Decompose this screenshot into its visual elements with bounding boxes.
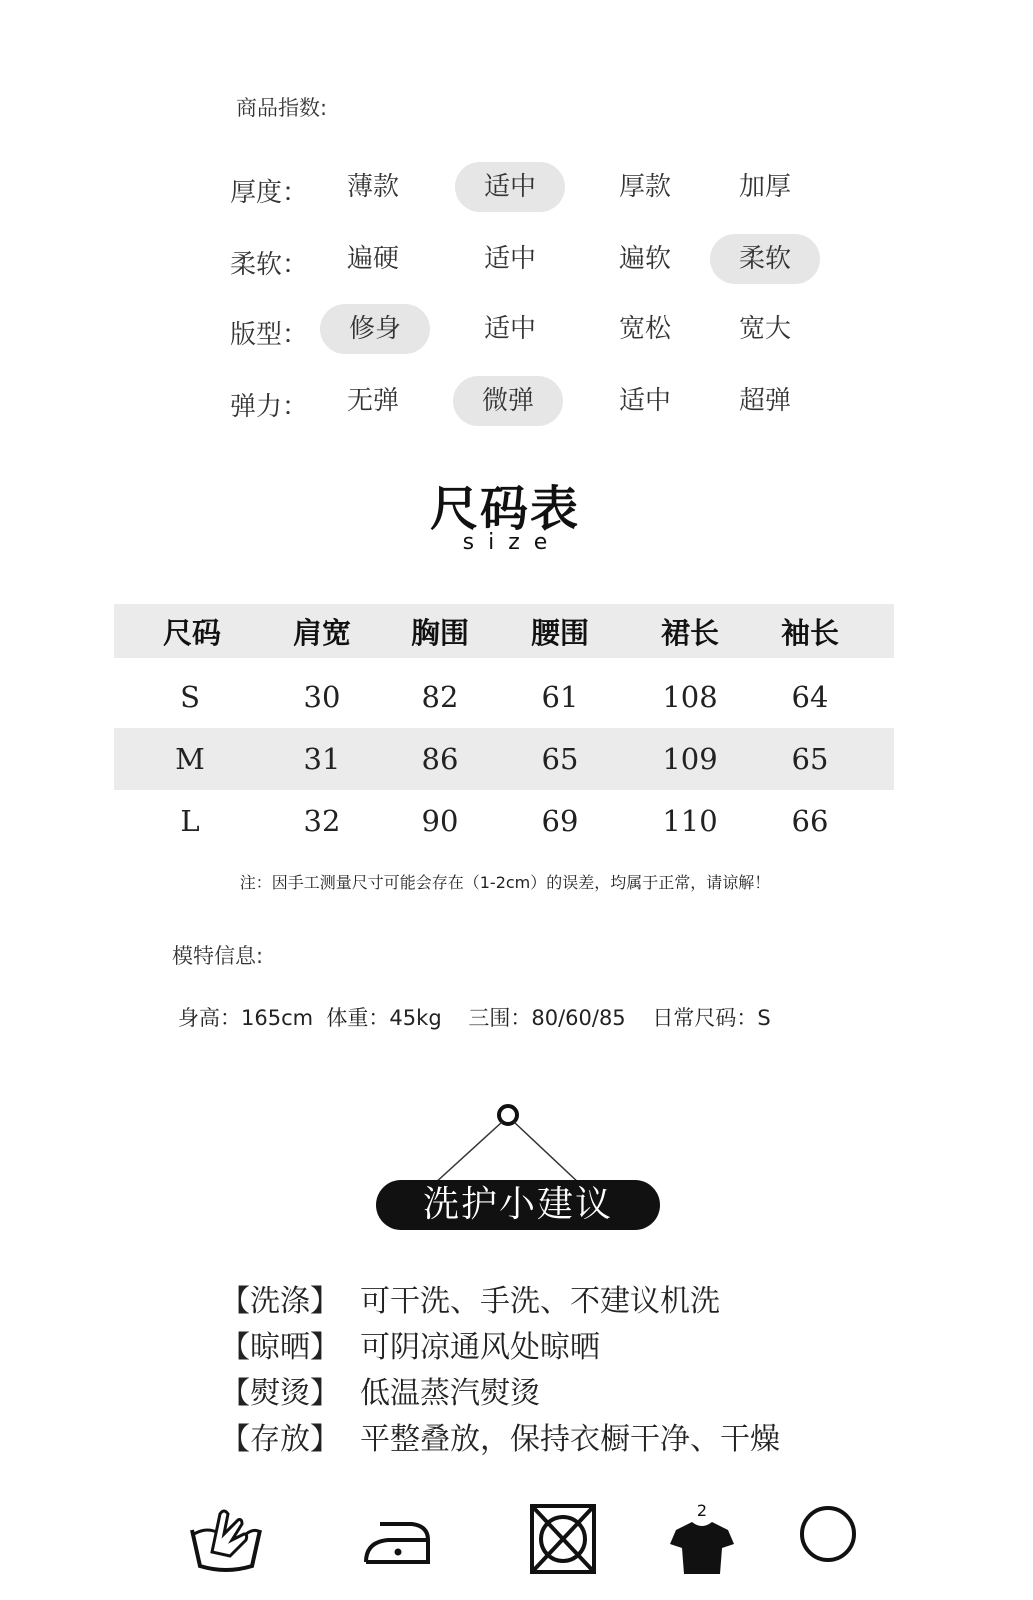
header-cell: 肩宽 xyxy=(292,615,351,650)
attr-label: 厚度： xyxy=(230,178,309,208)
attr-option: 宽大 xyxy=(738,314,791,344)
size-table-header xyxy=(114,604,894,658)
attr-option: 适中 xyxy=(483,244,536,274)
hand-wash-icon xyxy=(186,1500,266,1580)
header-cell: 袖长 xyxy=(780,615,839,650)
care-item-value: 平整叠放，保持衣橱干净、干燥 xyxy=(360,1422,780,1457)
attr-label: 版型： xyxy=(230,320,309,350)
care-item-dry xyxy=(220,1322,600,1366)
table-cell: 69 xyxy=(541,804,579,838)
attr-label: 柔软： xyxy=(230,250,309,280)
model-info-title: 模特信息: xyxy=(172,944,264,968)
attr-option: 超弹 xyxy=(738,386,791,416)
table-cell: 110 xyxy=(662,804,718,838)
header-cell: 胸围 xyxy=(410,615,469,650)
attr-option-selected: 微弹 xyxy=(453,376,563,426)
product-index-title: 商品指数: xyxy=(236,96,328,120)
table-cell: 90 xyxy=(421,804,459,838)
size-chart-subtitle: size xyxy=(462,530,562,555)
attr-option: 遍硬 xyxy=(346,244,399,274)
table-cell: S xyxy=(180,680,200,714)
attr-option-selected: 修身 xyxy=(320,304,430,354)
attr-option: 无弹 xyxy=(346,386,399,416)
care-item-value: 低温蒸汽熨烫 xyxy=(360,1376,540,1411)
attr-option-selected: 适中 xyxy=(455,162,565,212)
attr-row-thickness xyxy=(230,162,850,212)
table-row xyxy=(114,666,894,728)
size-table-body xyxy=(114,666,894,852)
model-info-details: 身高：165cm 体重：45kg 三围：80/60/85 日常尺码：S xyxy=(178,1006,771,1030)
table-cell: 86 xyxy=(421,742,459,776)
header-cell: 腰围 xyxy=(530,615,589,650)
table-cell: 30 xyxy=(303,680,341,714)
table-cell: 31 xyxy=(303,742,341,776)
table-cell: 32 xyxy=(303,804,341,838)
table-cell: 108 xyxy=(662,680,718,714)
attr-option: 宽松 xyxy=(618,314,671,344)
hang-dry-icon xyxy=(662,1500,742,1580)
iron-low-icon xyxy=(358,1500,438,1580)
header-cell: 尺码 xyxy=(162,615,221,650)
table-cell: 66 xyxy=(791,804,829,838)
care-item-key: 【存放】 xyxy=(220,1422,340,1457)
care-tips-title: 洗护小建议 xyxy=(376,1180,660,1230)
attr-option: 厚款 xyxy=(618,172,671,202)
table-cell: 65 xyxy=(541,742,579,776)
header-cell: 裙长 xyxy=(660,615,719,650)
table-cell: 109 xyxy=(662,742,718,776)
table-cell: 64 xyxy=(791,680,829,714)
attr-label: 弹力： xyxy=(230,392,309,422)
attr-option: 加厚 xyxy=(738,172,791,202)
attr-option: 遍软 xyxy=(618,244,671,274)
attr-option: 薄款 xyxy=(346,172,399,202)
table-row xyxy=(114,728,894,790)
care-item-value: 可阴凉通风处晾晒 xyxy=(360,1330,600,1365)
hang-dry-label: 2 xyxy=(696,1501,708,1520)
dry-clean-icon xyxy=(790,1500,870,1580)
care-item-storage xyxy=(220,1414,780,1458)
care-item-key: 【晾晒】 xyxy=(220,1330,340,1365)
care-item-value: 可干洗、手洗、不建议机洗 xyxy=(360,1284,720,1319)
attr-row-elasticity xyxy=(230,376,850,426)
table-cell: M xyxy=(175,742,205,776)
care-item-key: 【洗涤】 xyxy=(220,1284,340,1319)
attr-option: 适中 xyxy=(618,386,671,416)
attr-option-selected: 柔软 xyxy=(710,234,820,284)
hanger-icon xyxy=(430,1100,590,1186)
do-not-tumble-dry-icon xyxy=(524,1500,604,1580)
table-cell: 65 xyxy=(791,742,829,776)
attr-row-fit xyxy=(230,304,850,354)
care-item-iron xyxy=(220,1368,540,1412)
size-table xyxy=(114,604,894,852)
size-chart-title: 尺码表 xyxy=(429,481,580,537)
attr-option: 适中 xyxy=(483,314,536,344)
table-cell: 61 xyxy=(541,680,579,714)
table-cell: 82 xyxy=(421,680,459,714)
table-row xyxy=(114,790,894,852)
table-cell: L xyxy=(180,804,200,838)
attr-row-softness xyxy=(230,234,850,284)
care-item-key: 【熨烫】 xyxy=(220,1376,340,1411)
measurement-note: 注：因手工测量尺寸可能会存在（1-2cm）的误差，均属于正常，请谅解！ xyxy=(239,873,771,892)
care-item-wash xyxy=(220,1276,720,1320)
